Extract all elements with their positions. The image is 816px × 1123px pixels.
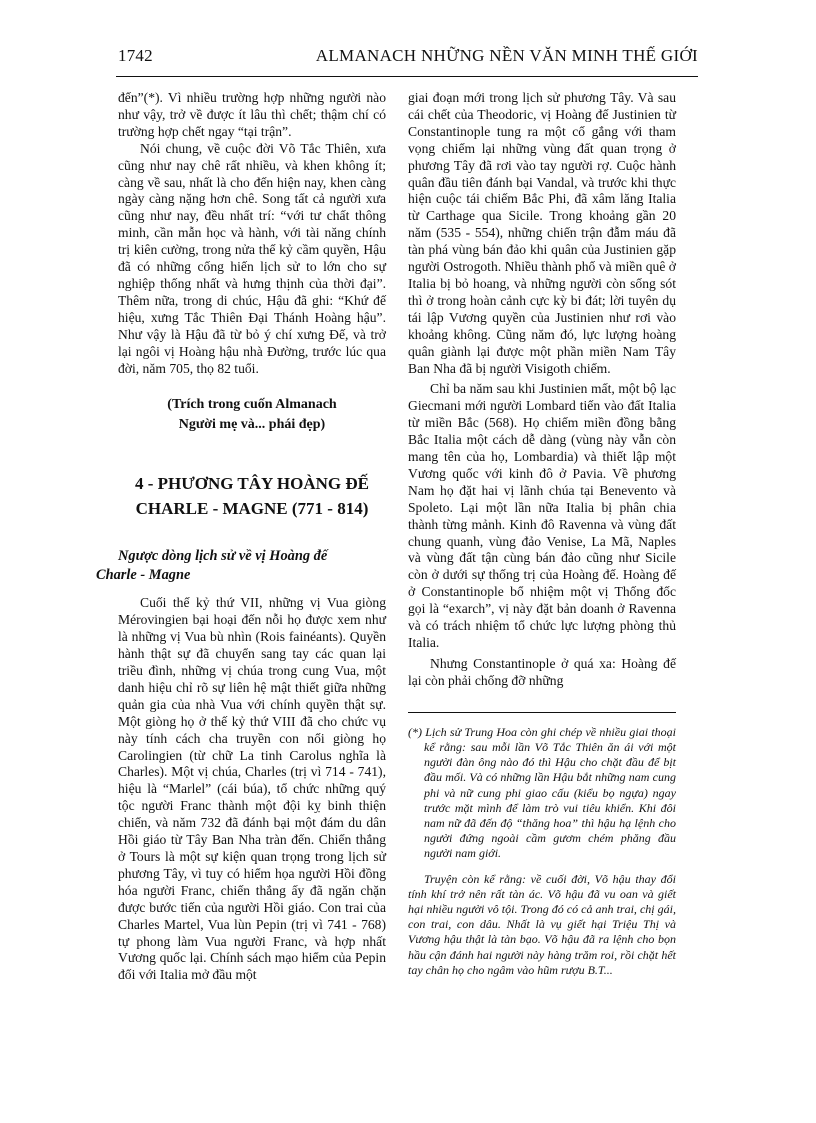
chapter-line-2: CHARLE - MAGNE (771 - 814) <box>135 499 369 519</box>
right-column <box>408 90 676 978</box>
paragraph-constantinople: Nhưng Constantinople ở quá xa: Hoàng đế lại còn phải chống đỡ những <box>408 655 676 688</box>
paragraph-lombard: Chỉ ba năm sau khi Justinien mất, một bộ lạc Giecmani mới người Lombard tiến vào đất Italia từ miền Bắc (568). Họ chiếm miền đồng bằng Bắc Italia một cách dễ dàng (vùng này vẫn còn mang tên của họ, Lombardia) và thiết lập một Vương quốc với kinh đô ở Pavia. Về phương Nam họ đặt hai vị lãnh chúa tại Benevento và Spoleto. Lại một lần nữa Italia bị phân chia thành từng mảnh. Kinh đô Ravenna và vùng đất chung quanh, vùng đảo Venise, La Mã, Naples và vùng đất tận cùng bán đảo cũng như Sicile còn ở dưới sự thống trị của Hoàng đế. Hoàng đế ở Constantinople bổ nhiệm một vị Thống đốc gọi là “exarch”, vị này đặt bản doanh ở Ravenna và có trách nhiệm tổ chức lực lượng phòng thủ Italia. <box>408 381 676 650</box>
header-rule <box>116 76 698 77</box>
section-heading <box>96 547 386 585</box>
section-line-1: Ngược dòng lịch sử về vị Hoàng đế <box>118 548 328 565</box>
footnote-2: Truyện còn kể rằng: về cuối đời, Võ hậu thay đổi tính khí trở nên rất tàn ác. Võ hậu đã vu oan và giết hại nhiều người vô tội. Trong đó có cả anh trai, chị gái, con trai, con dâu. Nhất là vụ giết hại Triệu Thị và Vương hậu thật là tàn bạo. Võ hậu đã ra lệnh cho bọn hầu cận đánh hai người này hàng trăm roi, rồi chặt hết tay chân họ cho ngâm vào hũm rượu B.T... <box>408 871 676 977</box>
source-line-1: (Trích trong cuốn Almanach <box>167 397 337 413</box>
chapter-line-1: 4 - PHƯƠNG TÂY HOÀNG ĐẾ <box>134 474 370 494</box>
footnote-1: (*) Lịch sử Trung Hoa còn ghi chép về nhiều giai thoại kể rằng: sau mỗi lần Võ Tắc Thiên ăn ái với một người đàn ông nào đó thì Hậu cho chặt đầu để bịt đầu mối. Và có những lần Hậu bắt những nam cung phi và nữ cung phi giao cấu (kiểu bọ ngựa) ngay trước mặt mình để làm trò vui tiêu khiển. Khi đôi nam nữ đã đến độ “thăng hoa” thì hậu hạ lệnh cho người đứng ngoài cầm gươm chém phăng đầu người nam giới. <box>408 724 676 861</box>
page-number: 1742 <box>118 46 153 65</box>
source-line-2: Người mẹ và... phái đẹp) <box>178 417 326 433</box>
left-column <box>96 90 386 984</box>
running-title: ALMANACH NHỮNG NỀN VĂN MINH THẾ GIỚI <box>315 46 698 65</box>
paragraph-merovingien: Cuối thế kỷ thứ VII, những vị Vua giòng Mérovingien bại hoại đến nỗi họ được xem như là những vị Vua bù nhìn (Rois fainéants). Quyền hành thật sự đã chuyển sang tay các quan lại triều đình, những vị chúa trong cung Vua, một danh hiệu chỉ rõ sự liên hệ mật thiết giữa những quản gia của nhà Vua với chính quyền thật sự. Một giòng họ ở thế kỷ thứ VIII đã cho chức vụ này tính cách cha truyền con nối giòng họ Carolingien (từ chữ La tinh Carolus nghĩa là Charles). Một vị chúa, Charles (trị vì 714 - 741), hiệu là “Marlel” (cái búa), tổ chức những quý tộc người Franc thành một đội kỵ binh thiện chiến, và năm 732 đã đánh bại một đám du dân Hồi giáo từ Tây Ban Nha tràn đến. Chiến thắng ở Tours là một sự kiện quan trọng trong lịch sử phương Tây, vì tuy có hiểm họa người Hồi đồng hóa người Franc, chiến thắng ấy đã ngăn chặn được bước tiến của người Hồi giáo. Con trai của Charles Martel, Vua lùn Pepin (trị vì 741 - 768) tự phong làm Vua người Franc, và hợp nhất Vương quốc lại. Chính sách mạo hiểm của Pepin đối với Italia mở đầu một <box>118 595 386 983</box>
paragraph-vo-tac-thien: Nói chung, về cuộc đời Võ Tắc Thiên, xưa cũng như nay chê rất nhiều, và khen không ít; càng về sau, nhất là cho đến hiện nay, khen càng ngày càng nặng hơn chê. Song tất cả người xưa cũng như nay, đều nhất trí: “với tư chất thông minh, cần mẫn học và hành, với tài năng chính trị kiên cường, trong nửa thế kỷ cầm quyền, Hậu đã có những cống hiến lịch sử to lớn cho sự nghiệp thống nhất và hưng thịnh của thời đại”. Thêm nữa, trong di chúc, Hậu đã ghi: “Khứ đế hiệu, xưng Tắc Thiên Đại Thánh Hoàng hậu”. Như vậy là Hậu đã từ bỏ ý chí xưng Đế, và trở lại ngôi vị Hoàng hậu nhà Đường, trước lúc qua đời, năm 705, thọ 82 tuổi. <box>118 140 386 376</box>
source-citation <box>118 395 386 435</box>
chapter-heading <box>118 471 386 521</box>
paragraph-continued: đến”(*). Vì nhiều trường hợp những người nào như vậy, trở về được ít lâu thì chết; thậm chí có trường hợp chết ngay “tại trận”. <box>118 90 386 139</box>
paragraph-justinien: giai đoạn mới trong lịch sử phương Tây. Và sau cái chết của Theodoric, vị Hoàng đế Justinien từ Constantinople tung ra một cố gắng với tham vọng chiếm lại những vùng đất quan trọng ở phương Tây đã rơi vào tay người rợ. Cuộc hành quân đầu tiên đánh bại Vandal, và trước khi thực hiện cuộc tái chiếm Bắc Phi, đã xâm lăng Italia từ Carthage qua Sicile. Trong khoảng gần 20 năm (535 - 554), những chiến trận đẫm máu đã tàn phá vùng bán đảo khi quân của Justinien gặp người Ostrogoth. Nhiều thành phố và miền quê ở Italia bị bỏ hoang, và những người còn sống sót thì ở trong hoàn cảnh cực kỳ bi đát; lời tuyên dụ tái lập Vương quyền của Justinien như rơi vào khoảng không. Cũng năm đó, lực lượng hoàng quân giành lại được một phần miền Nam Tây Ban Nha đã bị người Visigoth chiếm. <box>408 90 676 376</box>
footnote-rule <box>408 712 676 713</box>
section-line-2: Charle - Magne <box>96 567 191 584</box>
